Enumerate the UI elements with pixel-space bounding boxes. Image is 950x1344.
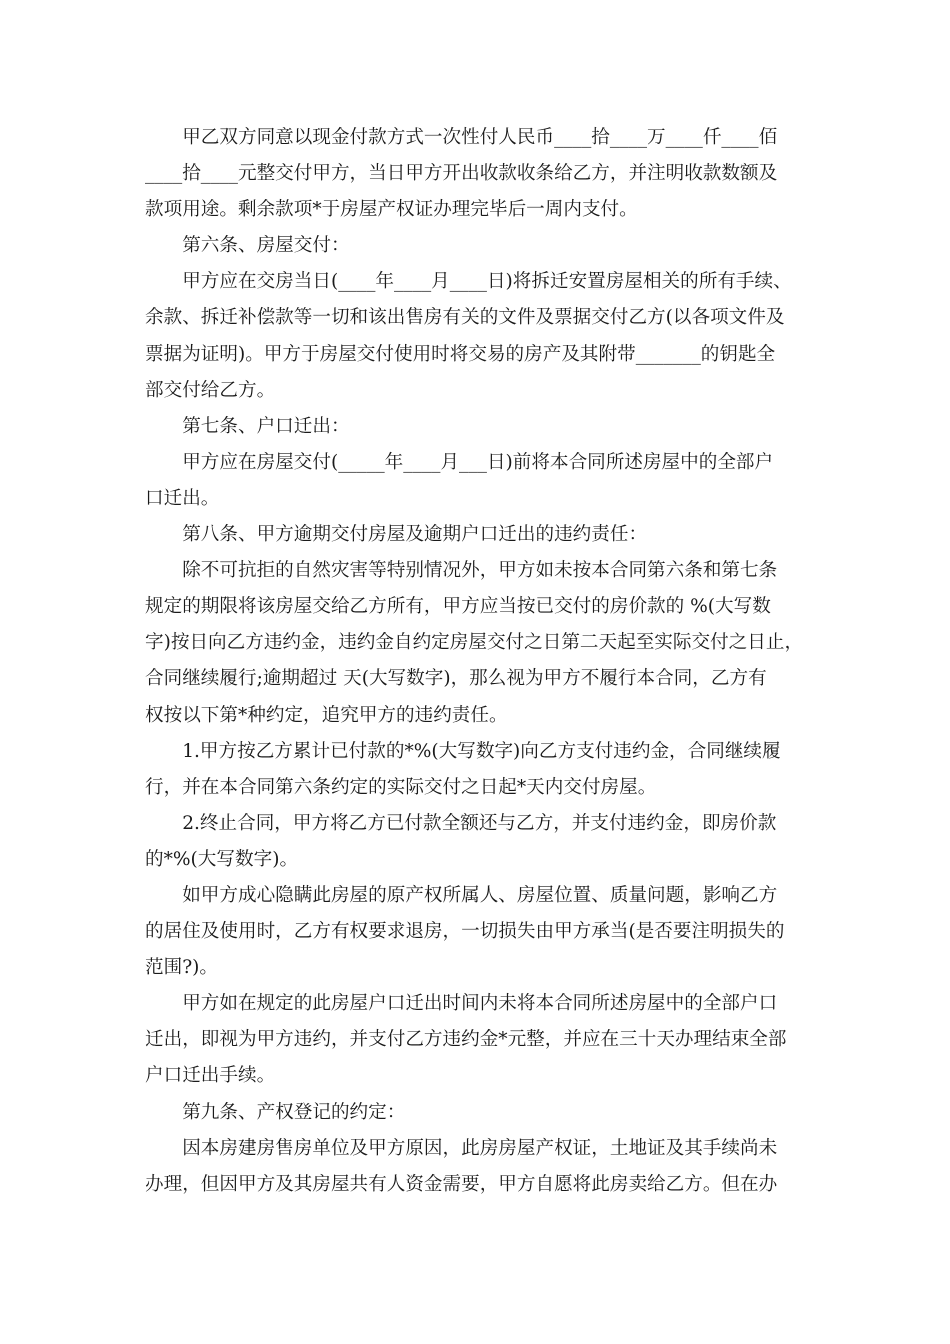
text-line: 甲方应在交房当日(____年____月____日)将拆迁安置房屋相关的所有手续、 (182, 271, 792, 293)
paragraph (145, 120, 810, 228)
text-line: 口迁出。 (145, 487, 220, 509)
paragraph (145, 986, 810, 1094)
text-line: 办理，但因甲方及其房屋共有人资金需要，甲方自愿将此房卖给乙方。但在办 (145, 1173, 778, 1195)
text-line: 部交付给乙方。 (145, 379, 276, 401)
text-line: 余款、拆迁补偿款等一切和该出售房有关的文件及票据交付乙方(以各项文件及 (145, 307, 785, 329)
text-line: 除不可抗拒的自然灾害等特别情况外，甲方如未按本合同第六条和第七条 (182, 560, 778, 582)
text-line: 如甲方成心隐瞒此房屋的原产权所属人、房屋位置、质量问题，影响乙方 (182, 884, 778, 906)
paragraph (145, 553, 810, 733)
text-line: 第六条、房屋交付： (182, 235, 350, 257)
text-line: 第九条、产权登记的约定： (182, 1101, 406, 1123)
paragraph (145, 1095, 810, 1131)
text-line: ____拾____元整交付甲方，当日甲方开出收款收条给乙方，并注明收款数额及 (145, 163, 778, 185)
paragraph (145, 264, 810, 408)
paragraph (145, 228, 810, 264)
text-line: 的居住及使用时，乙方有权要求退房，一切损失由甲方承当(是否要注明损失的 (145, 921, 785, 943)
text-line: 户口迁出手续。 (145, 1065, 276, 1087)
text-line: 甲乙双方同意以现金付款方式一次性付人民币____拾____万____仟____佰 (182, 127, 778, 148)
text-line: 范围?)。 (145, 957, 219, 979)
text-line: 甲方如在规定的此房屋户口迁出时间内未将本合同所述房屋中的全部户口 (182, 993, 778, 1015)
text-line: 的*%(大写数字)。 (145, 848, 299, 870)
text-line: 字)按日向乙方违约金，违约金自约定房屋交付之日第二天起至实际交付之日止， (145, 632, 804, 654)
text-line: 合同继续履行;逾期超过 天(大写数字)，那么视为甲方不履行本合同，乙方有 (145, 668, 767, 690)
text-line: 迁出，即视为甲方违约，并支付乙方违约金*元整，并应在三十天办理结束全部 (145, 1029, 787, 1051)
text-line: 2.终止合同，甲方将乙方已付款全额还与乙方，并支付违约金，即房价款 (182, 812, 777, 834)
text-line: 1.甲方按乙方累计已付款的*%(大写数字)向乙方支付违约金，合同继续履 (182, 740, 781, 762)
document-page (145, 120, 810, 1203)
paragraph (145, 1131, 810, 1203)
text-line: 因本房建房售房单位及甲方原因，此房房屋产权证，土地证及其手续尚未 (182, 1137, 778, 1159)
text-line: 规定的期限将该房屋交给乙方所有，甲方应当按已交付的房价款的 %(大写数 (145, 596, 771, 618)
text-line: 第七条、户口迁出： (182, 415, 350, 437)
paragraph (145, 878, 810, 986)
text-line: 款项用途。剩余款项*于房屋产权证办理完毕后一周内支付。 (145, 199, 638, 221)
paragraph (145, 445, 810, 517)
text-line: 甲方应在房屋交付(_____年____月___日)前将本合同所述房屋中的全部户 (182, 451, 774, 473)
paragraph (145, 806, 810, 878)
text-line: 权按以下第*种约定，追究甲方的违约责任。 (145, 704, 508, 726)
text-line: 第八条、甲方逾期交付房屋及逾期户口迁出的违约责任： (182, 524, 648, 546)
paragraph (145, 517, 810, 553)
paragraph (145, 734, 810, 806)
paragraph (145, 409, 810, 445)
text-line: 票据为证明)。甲方于房屋交付使用时将交易的房产及其附带_______的钥匙全 (145, 343, 776, 365)
text-line: 行，并在本合同第六条约定的实际交付之日起*天内交付房屋。 (145, 776, 657, 798)
